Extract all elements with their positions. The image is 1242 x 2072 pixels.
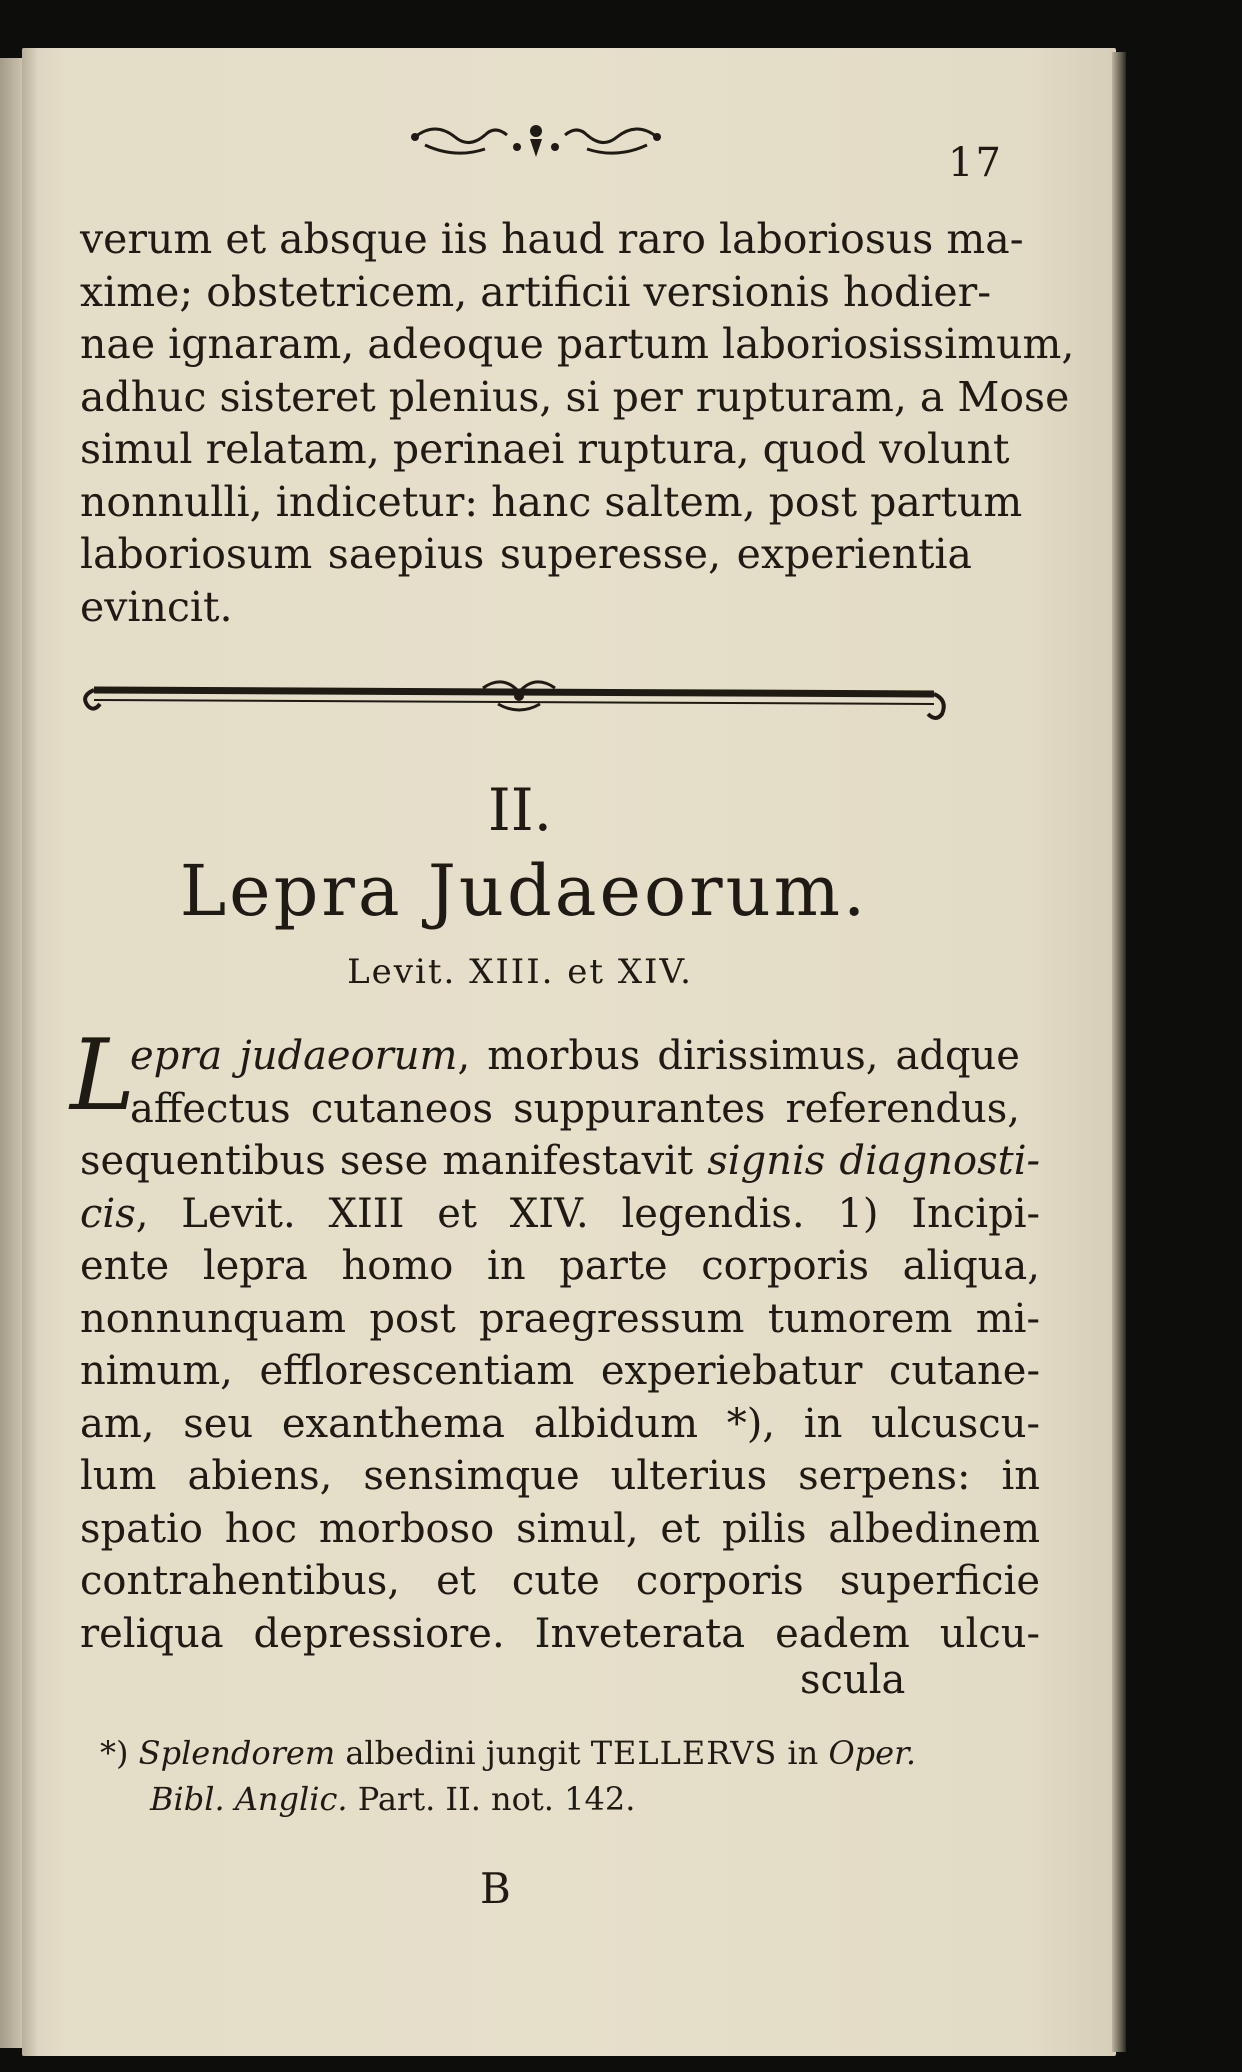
footnote-line — [150, 1776, 960, 1822]
section-number: II. — [487, 776, 553, 844]
italic-term: Bibl. Anglic. — [150, 1780, 348, 1818]
section-title: Lepra Judaeorum. — [179, 850, 869, 932]
text-span: , morbus dirissimus, adque — [457, 1033, 1020, 1079]
text-line: nimum, efflorescentiam experiebatur cutane- — [80, 1348, 1040, 1394]
text-line: spatio hoc morboso simul, et pilis albedinem — [80, 1505, 1040, 1552]
text-line — [80, 1188, 1040, 1241]
text-line — [80, 1135, 1040, 1188]
footnote — [100, 1730, 960, 1822]
signature-mark: B — [480, 1864, 511, 1913]
text-span: Part. II. not. 142. — [357, 1780, 636, 1818]
text-span: albedini jungit — [345, 1734, 581, 1772]
italic-term: cis — [80, 1190, 136, 1237]
text-span: in — [787, 1734, 819, 1772]
footnote-author: TELLERVS — [590, 1734, 778, 1772]
paragraph-continued — [80, 213, 1075, 633]
footnote-marker: *) — [100, 1734, 129, 1772]
italic-term: epra judaeorum — [130, 1033, 458, 1079]
text-line: ente lepra homo in parte corporis aliqua, — [80, 1243, 1040, 1289]
footnote-line — [100, 1730, 960, 1776]
section-reference: Levit. XIII. et XIV. — [347, 952, 693, 992]
page-number: 17 — [948, 140, 1003, 186]
italic-term: Splendorem — [138, 1734, 336, 1772]
section-divider-ornament-icon — [78, 668, 960, 728]
page-gutter-shadow — [22, 48, 38, 2056]
text-line: verum et absque iis haud raro laboriosus ma- — [80, 215, 1024, 263]
drop-cap: L — [70, 1019, 136, 1133]
text-line: affectus cutaneos suppurantes referendus, — [130, 1085, 1020, 1132]
text-line: simul relatam, perinaei ruptura, quod volunt — [80, 425, 1010, 473]
text-line: nae ignaram, adeoque partum laboriosissimum, — [80, 320, 1075, 368]
text-line: nonnunquam post praegressum tumorem mi- — [80, 1295, 1040, 1342]
text-line: contrahentibus, et cute corporis superficie — [80, 1558, 1040, 1604]
paragraph-lepra — [80, 1030, 1040, 1660]
catchword: scula — [800, 1657, 906, 1703]
text-span: , Levit. XIII et XIV. legendis. 1) Incipi- — [135, 1190, 1040, 1237]
text-span: sequentibus sese manifestavit — [80, 1138, 694, 1184]
text-line: adhuc sisteret plenius, si per rupturam, a Mose — [80, 372, 1070, 421]
text-line: evincit. — [80, 582, 233, 631]
text-line — [130, 1030, 1020, 1083]
text-line: laboriosum saepius superesse, experientia — [80, 530, 972, 578]
page-right-edge — [1112, 52, 1126, 2052]
header-ornament-icon — [405, 117, 667, 163]
text-line: am, seu exanthema albidum *), in ulcuscu- — [80, 1400, 1040, 1447]
italic-term: Oper. — [828, 1734, 917, 1772]
text-line: nonnulli, indicetur: hanc saltem, post partum — [80, 477, 1023, 526]
text-line: reliqua depressiore. Inveterata eadem ulcu- — [80, 1610, 1040, 1657]
italic-term: signis diagnosti- — [707, 1138, 1041, 1184]
text-line: lum abiens, sensimque ulterius serpens: in — [80, 1453, 1040, 1499]
text-line: xime; obstetricem, artificii versionis hodier- — [80, 267, 992, 316]
